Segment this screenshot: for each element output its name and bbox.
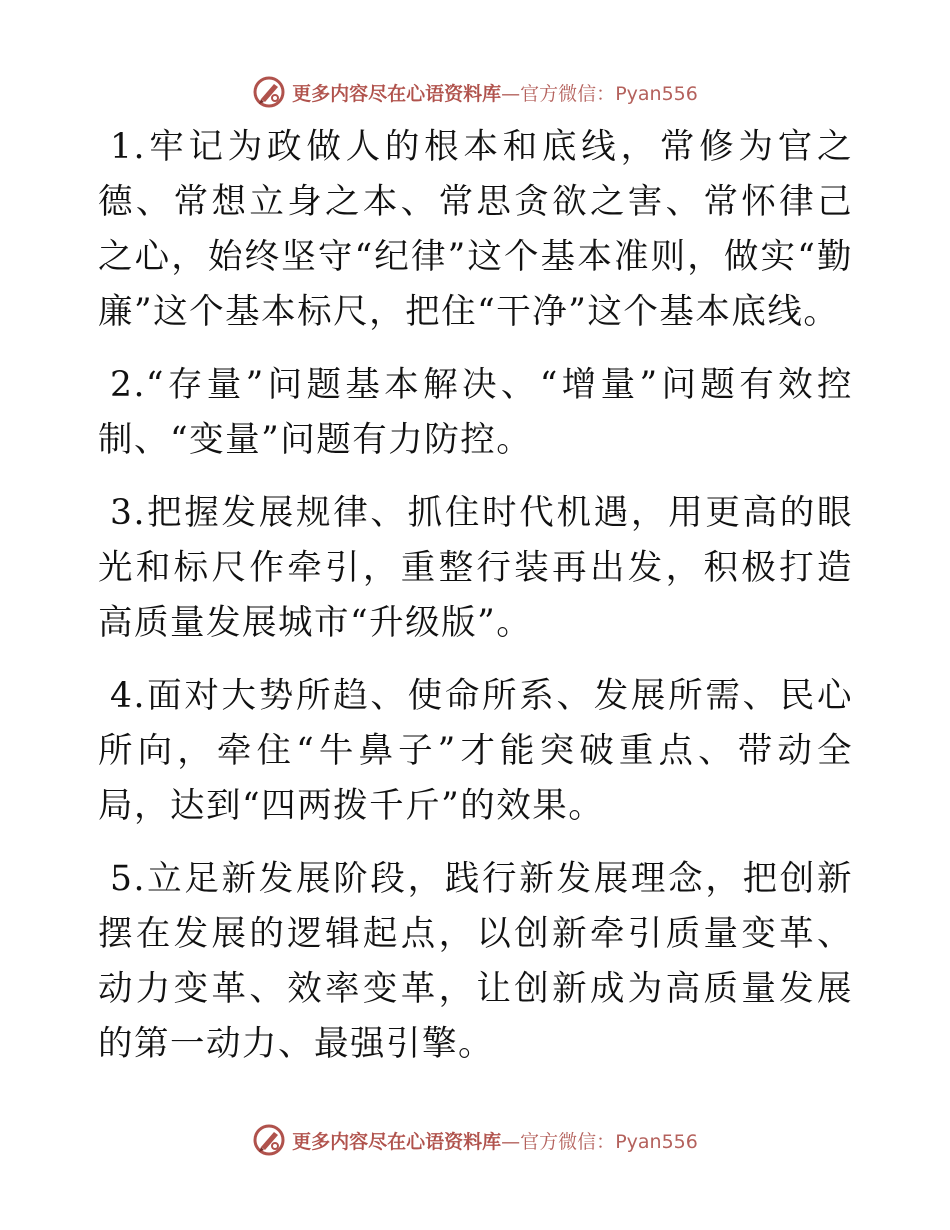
paragraph-3: 3.把握发展规律、抓住时代机遇，用更高的眼光和标尺作牵引，重整行装再出发，积极打造高质量发展城市“升级版”。 [98,493,853,643]
quill-pen-logo-icon [252,75,286,109]
paragraph-1: 1.牢记为政做人的根本和底线，常修为官之德、常想立身之本、常思贪欲之害、常怀律己之心，始终坚守“纪律”这个基本准则，做实“勤廉”这个基本标尺，把住“干净”这个基本底线。 [98,127,853,332]
document-body [98,120,853,1090]
watermark-brand: 更多内容尽在心语资料库 [292,82,502,105]
watermark-separator: — [501,82,521,105]
paragraph-4: 4.面对大势所趋、使命所系、发展所需、民心所向，牵住“牛鼻子”才能突破重点、带动全局，达到“四两拨千斤”的效果。 [98,676,853,826]
paragraph-2: 2.“存量”问题基本解决、“增量”问题有效控制、“变量”问题有力防控。 [98,365,853,460]
paragraph-5: 5.立足新发展阶段，践行新发展理念，把创新摆在发展的逻辑起点，以创新牵引质量变革、动力变革、效率变革，让创新成为高质量发展的第一动力、最强引擎。 [98,859,853,1064]
watermark-text [292,1127,698,1154]
watermark-wechat-label: 官方微信： [520,82,616,105]
watermark-wechat-id: Pyan556 [615,82,698,105]
header-watermark-banner [0,72,950,112]
watermark-text [292,79,698,106]
quill-pen-logo-icon [252,1123,286,1157]
watermark-wechat-id: Pyan556 [615,1130,698,1153]
watermark-separator: — [501,1130,521,1153]
watermark-brand: 更多内容尽在心语资料库 [292,1130,502,1153]
watermark-wechat-label: 官方微信： [520,1130,616,1153]
footer-watermark-banner [0,1120,950,1160]
